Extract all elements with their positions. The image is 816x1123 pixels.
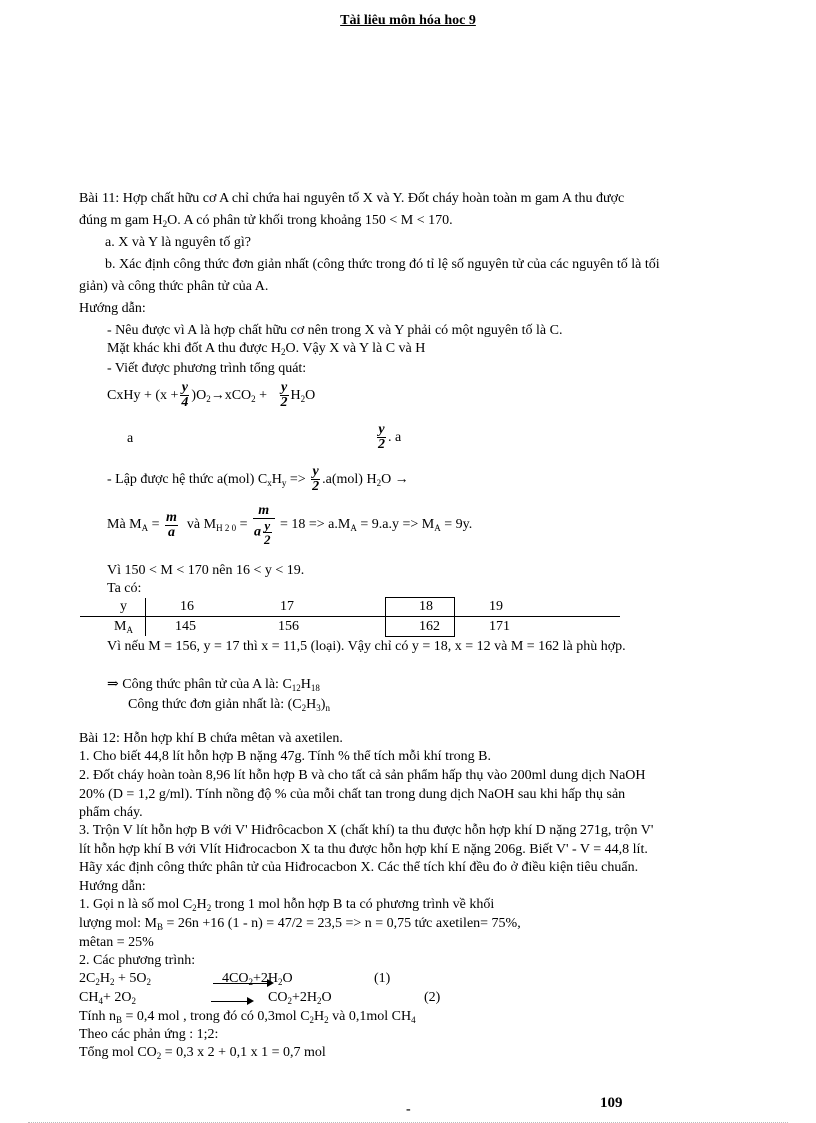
bai11-huong-dan: Hướng dẫn: — [79, 301, 146, 316]
reaction-2-right: $CO_2+2H_2O$ — [268, 990, 332, 1006]
fraction-y-over-4: $\frac{y}{4}$ — [181, 380, 189, 411]
bai12-q2-cont2: phẩm cháy. — [79, 805, 143, 820]
bai12-huong-dan: Hướng dẫn: — [79, 879, 146, 894]
reaction-2-number: (2) — [424, 990, 441, 1005]
ta-co: Ta có: — [107, 581, 142, 596]
table-cell: 171 — [489, 619, 510, 634]
bai11-question-a: a. X và Y là nguyên tố gì? — [105, 235, 251, 250]
fraction-y-over-2: $\frac{y}{2}$ — [312, 464, 320, 495]
reaction-1-right: $4CO_2+2H_2O$ — [222, 971, 293, 987]
range-statement: Vì 150 < M < 170 nên 16 < y < 19. — [107, 563, 305, 578]
table-cell: 156 — [278, 619, 299, 634]
bai12-q2-cont: 20% (D = 1,2 g/ml). Tính nồng độ % của mỗi chất tan trong dung dịch NaOH sau khi hấp thụ sản — [79, 787, 626, 802]
bai12-t2: Theo các phản ứng : 1;2: — [79, 1027, 219, 1042]
table-cell: 162 — [419, 619, 440, 634]
bai12-t3: Tổng mol $CO_2 = 0,3$ x 2 + 0,1 x 1 = 0,7 mol — [79, 1045, 326, 1061]
molar-mass-equation: Mà $M_A$ = $\frac{m}{a}$ và $M_{H 2 0}$ = m a $\frac{y}{2}$ = $18 => a.M_A = 9.a.y => M_A = 9y$. — [107, 503, 473, 547]
reaction-arrow-head — [247, 997, 254, 1005]
bai12-h3: mêtan = 25% — [79, 935, 154, 950]
footer-dash: - — [406, 1102, 411, 1117]
bai12-q3: 3. Trộn V lít hỗn hợp B với V' Hiđrôcacbon X (chất khí) ta thu được hỗn hợp khí D nặng 271g, trộn V' — [79, 823, 654, 838]
bai11-step3: - Viết được phương trình tổng quát: — [107, 361, 307, 376]
general-equation: CxHy + (x + $\frac{y}{4}$ )$O_2\to xCO_2$ + $\frac{y}{2}$ $H_2O$ — [107, 380, 316, 411]
bai11-line1: Bài 11: Hợp chất hữu cơ A chỉ chứa hai nguyên tố X và Y. Đốt cháy hoàn toàn m gam A thu được — [79, 191, 625, 206]
reaction-1-number: (1) — [374, 971, 391, 986]
bai12-h4: 2. Các phương trình: — [79, 953, 196, 968]
table-cell: 145 — [175, 619, 196, 634]
mole-a-left: a — [127, 431, 134, 446]
bai12-q2: 2. Đốt cháy hoàn toàn 8,96 lít hỗn hợp B và cho tất cả sản phẩm hấp thụ vào 200ml dung dịch NaOH — [79, 768, 646, 783]
bai12-q3-cont: lít hỗn hợp khí B với Vlít Hiđrocacbon X ta thu được hỗn hợp khí E nặng 206g. Biết V' - V = 44,8 lít. — [79, 842, 648, 857]
bai11-question-b-cont: giản) và công thức phân tử của A. — [79, 279, 269, 294]
bai12-q1: 1. Cho biết 44,8 lít hỗn hợp B nặng 47g. Tính % thể tích mỗi khí trong B. — [79, 749, 491, 764]
table-cell: 17 — [280, 599, 294, 614]
fraction-y-over-2: $\frac{y}{2}$ — [378, 422, 385, 453]
table-header-ma: $M_A$ — [114, 619, 133, 635]
bai11-question-b: b. Xác định công thức đơn giản nhất (công thức trong đó tỉ lệ số nguyên tử của các nguyên tố là tối — [105, 257, 660, 272]
table-header-y: y — [120, 599, 127, 614]
empirical-formula: Công thức đơn giản nhất là: $(C_2H_3)_n$ — [128, 697, 330, 713]
bai12-title: Bài 12: Hỗn hợp khí B chứa mêtan và axetilen. — [79, 731, 343, 746]
bai12-h1: 1. Gọi n là số mol $C_2H_2$ trong 1 mol hỗn hợp B ta có phương trình về khối — [79, 897, 495, 913]
table-cell: 18 — [419, 599, 433, 614]
table-cell: 19 — [489, 599, 503, 614]
mole-a-right: $\frac{y}{2}$ . a — [378, 422, 402, 453]
reaction-2-left: $CH_4+ 2O_2$ — [79, 990, 136, 1006]
relation-equation: - Lập được hệ thức a(mol) $C_xH_y$ => $\frac{y}{2}$ .a(mol) $H_2O$ → — [107, 464, 409, 495]
bai11-line2: đúng m gam $H_2O$. A có phân tử khối trong khoảng 150 < M < 170. — [79, 213, 453, 229]
fraction-y-over-2: $\frac{y}{2}$ — [280, 380, 288, 411]
conclusion: Vì nếu M = 156, y = 17 thì x = 11,5 (loại). Vậy chỉ có y = 18, x = 12 và M = 162 là phù hợp. — [107, 639, 626, 654]
table-cell: 16 — [180, 599, 194, 614]
reaction-arrow — [211, 1001, 249, 1002]
page-number: 109 — [600, 1095, 623, 1111]
fraction-m-over-a: $\frac{m}{a}$ — [166, 509, 177, 540]
bai12-h2: lượng mol: $M_B = 26n +16$ (1 - n) = 47/2 = 23,5 => n = 0,75 tức axetilen= 75%, — [79, 916, 521, 932]
bai11-step2: Mặt khác khi đốt A thu được $H_2O$. Vậy X và Y là C và H — [107, 341, 426, 357]
fraction-m-over-ay2: m a $\frac{y}{2}$ — [253, 504, 275, 546]
reaction-1-left: $2C_2H_2 + 5O_2$ — [79, 971, 151, 987]
bai12-q3-cont2: Hãy xác định công thức phân tử của Hiđrocacbon X. Các thể tích khí đều đo ở điều kiện tiêu chuẩn. — [79, 860, 639, 875]
bai11-step1: - Nêu được vì A là hợp chất hữu cơ nên trong X và Y phải có một nguyên tố là C. — [107, 323, 563, 338]
bai12-t1: Tính $n_B = 0,4$ mol , trong đó có 0,3mol $C_2H_2$ và 0,1mol $CH_4$ — [79, 1009, 416, 1025]
molecular-formula: ⇒ Công thức phân tử của A là: $C_{12}H_{18}$ — [107, 677, 320, 693]
page-header: Tài liêu môn hóa hoc 9 — [340, 13, 476, 28]
